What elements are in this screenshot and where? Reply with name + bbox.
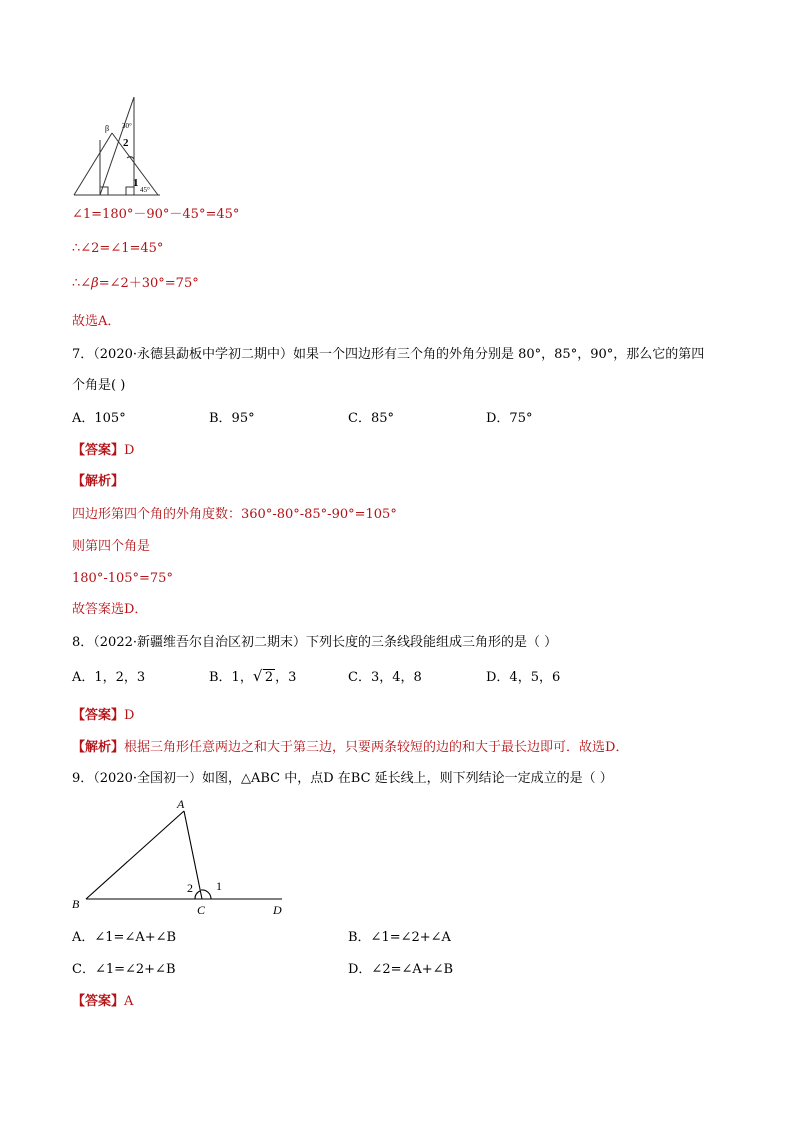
label-2: 2 bbox=[123, 137, 129, 149]
triangle-diagram-figure bbox=[72, 95, 167, 200]
solution6-line1: ∠1=180°－90°－45°=45° bbox=[72, 207, 240, 222]
solution6-line3-beta: β bbox=[91, 276, 99, 291]
q7-analysis-line3: 180°-105°=75° bbox=[72, 571, 173, 586]
q7-option-c: C．85° bbox=[348, 411, 394, 426]
q8-analysis bbox=[72, 739, 628, 757]
q7-conclusion: 故答案选D． bbox=[72, 602, 148, 617]
q7-option-d: D．75° bbox=[486, 411, 533, 426]
q9-answer-tag: 【答案】 bbox=[72, 994, 125, 1009]
q8-stem: 8．（2022·新疆维吾尔自治区初二期末）下列长度的三条线段能组成三角形的是（ ） bbox=[72, 635, 558, 650]
q7-stem-line1: 7．（2020·永德县勐板中学初二期中）如果一个四边形有三个角的外角分别是 80°，85°，90°，那么它的第四 bbox=[72, 347, 705, 362]
q9-option-a: A．∠1=∠A+∠B bbox=[72, 930, 177, 945]
q9-option-d: D．∠2=∠A+∠B bbox=[348, 962, 454, 977]
q8-option-d: D．4，5，6 bbox=[486, 670, 561, 685]
angle-arc-1 bbox=[201, 890, 211, 899]
q7-analysis-line1: 四边形第四个角的外角度数：360°-80°-85°-90°=105° bbox=[72, 507, 397, 522]
solution6-line3-prefix: ∴∠ bbox=[72, 276, 92, 291]
q7-analysis-tag: 【解析】 bbox=[72, 474, 125, 489]
q7-analysis-line2: 则第四个角是 bbox=[72, 539, 151, 554]
q9-option-b: B．∠1=∠2+∠A bbox=[348, 930, 451, 945]
q9-answer bbox=[72, 993, 133, 1011]
q8-option-c: C．3，4，8 bbox=[348, 670, 422, 685]
solution6-conclusion: 故选A． bbox=[72, 314, 121, 329]
q7-answer bbox=[72, 442, 134, 460]
angle-arc-2 bbox=[195, 891, 200, 899]
solution6-line3 bbox=[72, 275, 199, 293]
q7-answer-value: D bbox=[124, 443, 135, 458]
q8-answer-value: D bbox=[124, 708, 135, 723]
label-1: 1 bbox=[133, 177, 139, 189]
sqrt-radicand: 2 bbox=[264, 670, 274, 685]
left-triangle-side bbox=[74, 133, 112, 195]
q7-option-b: B．95° bbox=[209, 411, 255, 426]
q8-option-b-suffix: ，3 bbox=[275, 670, 297, 685]
vertex-c-label: C bbox=[197, 903, 206, 917]
q7-stem-line2: 个角是( ) bbox=[72, 378, 126, 393]
q8-answer bbox=[72, 707, 134, 725]
vertex-a-label: A bbox=[177, 797, 185, 811]
vertex-d-label: D bbox=[273, 903, 282, 917]
solution6-line3-suffix: =∠2＋30°=75° bbox=[98, 276, 199, 291]
sqrt-radical-sign: √ bbox=[252, 667, 263, 685]
q8-option-b bbox=[209, 669, 296, 687]
solution6-line2: ∴∠2=∠1=45° bbox=[72, 241, 164, 256]
q8-analysis-tag: 【解析】 bbox=[72, 740, 125, 755]
q8-analysis-text: 根据三角形任意两边之和大于第三边，只要两条较短的边的和大于最长边即可．故选D． bbox=[124, 740, 629, 755]
angle-2-label: 2 bbox=[187, 881, 193, 895]
tall-hyp bbox=[100, 97, 134, 195]
label-45: 45° bbox=[140, 186, 150, 194]
vertex-b-label: B bbox=[72, 897, 80, 911]
q9-option-c: C．∠1=∠2+∠B bbox=[72, 962, 176, 977]
label-30: 30° bbox=[122, 122, 132, 130]
segment-ab bbox=[86, 811, 184, 899]
q9-answer-value: A bbox=[124, 994, 134, 1009]
label-beta: β bbox=[105, 124, 110, 133]
sqrt-expression bbox=[253, 669, 275, 687]
triangle-abc-figure bbox=[68, 793, 298, 923]
q9-stem: 9．（2020·全国初一）如图，△ABC 中，点D 在BC 延长线上，则下列结论一定成立的是（ ） bbox=[72, 771, 613, 786]
q7-option-a: A．105° bbox=[72, 411, 126, 426]
q8-answer-tag: 【答案】 bbox=[72, 708, 125, 723]
angle-1-label: 1 bbox=[216, 879, 222, 893]
q8-option-b-prefix: B．1， bbox=[209, 670, 253, 685]
q7-answer-tag: 【答案】 bbox=[72, 443, 125, 458]
q8-option-a: A．1，2，3 bbox=[72, 670, 146, 685]
